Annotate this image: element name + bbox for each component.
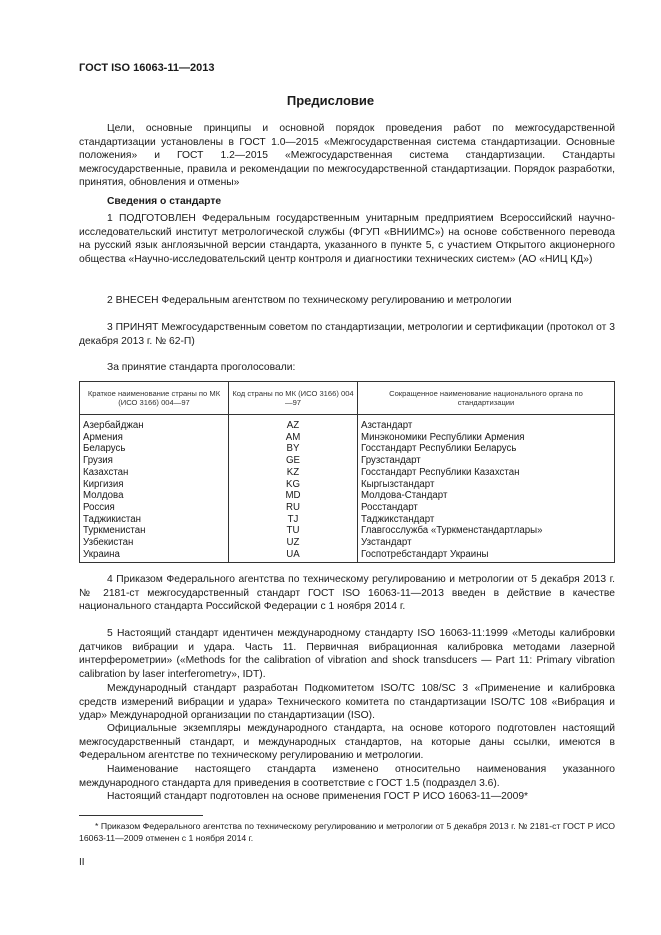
- code-cell: AM: [229, 432, 358, 444]
- item-4-enacted: 4 Приказом Федерального агентства по техническому регулированию и метрологии от 5 декабря 2013 г. № 2181-ст межгосударственный стандарт ГОСТ ISO 16063-11—2013 введен в действие в качестве национального стандарта Российской Федерации с 1 ноября 2014 г.: [79, 574, 615, 612]
- table-row: [80, 443, 615, 455]
- code-cell: TU: [229, 525, 358, 537]
- country-cell: Армения: [80, 432, 229, 444]
- body-cell: Кыргызстандарт: [358, 479, 615, 491]
- item-5-developer: Международный стандарт разработан Подкомитетом ISO/TC 108/SC 3 «Применение и калибровка средств измерений вибрации и удара» Технического комитета по стандартизации ISO/TC 108 «Вибрация и удар» Международной организации по стандартизации (ISO).: [79, 683, 615, 721]
- item-5-basis: Настоящий стандарт подготовлен на основе применения ГОСТ Р ИСО 16063-11—2009*: [107, 791, 529, 802]
- body-cell: Узстандарт: [358, 537, 615, 549]
- page-number: II: [79, 857, 85, 868]
- table-row: [80, 537, 615, 549]
- code-cell: MD: [229, 490, 358, 502]
- info-heading: Сведения о стандарте: [107, 196, 222, 207]
- code-cell: UZ: [229, 537, 358, 549]
- body-cell: Молдова-Стандарт: [358, 490, 615, 502]
- footnote: [79, 820, 615, 844]
- body-cell: Главгосслужба «Туркменстандартлары»: [358, 525, 615, 537]
- body-cell: Грузстандарт: [358, 455, 615, 467]
- country-cell: Казахстан: [80, 467, 229, 479]
- code-cell: KZ: [229, 467, 358, 479]
- country-cell: Молдова: [80, 490, 229, 502]
- code-cell: BY: [229, 443, 358, 455]
- table-row: [80, 467, 615, 479]
- voting-table: [79, 381, 615, 563]
- body-cell: Минэкономики Республики Армения: [358, 432, 615, 444]
- body-cell: Азстандарт: [358, 415, 615, 432]
- item-5-official-copies: Официальные экземпляры международного стандарта, на основе которого подготовлен настоящий межгосударственный стандарт, и международных стандартов, на которые даны ссылки, имеются в Федеральном агентстве по техническому регулированию и метрологии.: [79, 723, 615, 761]
- country-cell: Россия: [80, 502, 229, 514]
- item-5-identical: 5 Настоящий стандарт идентичен международному стандарту ISO 16063-11:1999 «Методы калибровки датчиков вибрации и удара. Часть 11. Первичная вибрационная калибровка методами лазерной интерферометрии» («Methods for the calibration of vibration and shock transducers — Part 11: Primary vibration calibration by laser interferometry», IDT).: [79, 628, 615, 680]
- table-row: [80, 415, 615, 432]
- vote-intro: За принятие стандарта проголосовали:: [107, 362, 296, 373]
- table-row: [80, 502, 615, 514]
- code-cell: AZ: [229, 415, 358, 432]
- page-title: Предисловие: [286, 93, 375, 108]
- table-row: [80, 514, 615, 526]
- body-cell: Таджикстандарт: [358, 514, 615, 526]
- country-cell: Узбекистан: [80, 537, 229, 549]
- table-row: [80, 479, 615, 491]
- country-cell: Туркменистан: [80, 525, 229, 537]
- body-cell: Госпотребстандарт Украины: [358, 549, 615, 563]
- body-cell: Госстандарт Республики Казахстан: [358, 467, 615, 479]
- code-cell: RU: [229, 502, 358, 514]
- table-row: [80, 549, 615, 563]
- country-cell: Беларусь: [80, 443, 229, 455]
- table-header-body: Сокращенное наименование национального органа по стандартизации: [358, 382, 615, 415]
- footnote-divider: [79, 815, 203, 816]
- table-header-country: Краткое наименование страны по МК (ИСО 3166) 004—97: [80, 382, 229, 415]
- code-cell: KG: [229, 479, 358, 491]
- country-cell: Таджикистан: [80, 514, 229, 526]
- table-row: [80, 432, 615, 444]
- body-cell: Госстандарт Республики Беларусь: [358, 443, 615, 455]
- table-row: [80, 525, 615, 537]
- code-cell: GE: [229, 455, 358, 467]
- table-row: [80, 490, 615, 502]
- body-cell: Росстандарт: [358, 502, 615, 514]
- country-cell: Грузия: [80, 455, 229, 467]
- item-3-adopted: 3 ПРИНЯТ Межгосударственным советом по стандартизации, метрологии и сертификации (протокол от 3 декабря 2013 г. № 62-П): [79, 322, 615, 347]
- country-cell: Азербайджан: [80, 415, 229, 432]
- document-code-header: ГОСТ ISO 16063-11—2013: [79, 62, 215, 74]
- country-cell: Киргизия: [80, 479, 229, 491]
- code-cell: UA: [229, 549, 358, 563]
- footnote-text: * Приказом Федерального агентства по техническому регулированию и метрологии от 5 декабря 2013 г. № 2181-ст ГОСТ Р ИСО 16063-11—2009 отменен с 1 ноября 2014 г.: [79, 821, 615, 843]
- table-header-code: Код страны по МК (ИСО 3166) 004—97: [229, 382, 358, 415]
- item-1-prepared: 1 ПОДГОТОВЛЕН Федеральным государственным унитарным предприятием Всероссийский научно-исследовательский институт метрологической службы (ФГУП «ВНИИМС») на основе собственного перевода на русский язык англоязычной версии стандарта, указанного в пункте 5, с участием Открытого акционерного общества «Научно-исследовательский центр контроля и диагностики технических систем» (АО «НИЦ КД»): [79, 213, 615, 265]
- item-2-submitted: 2 ВНЕСЕН Федеральным агентством по техническому регулированию и метрологии: [107, 295, 512, 306]
- intro-paragraph: Цели, основные принципы и основной порядок проведения работ по межгосударственной стандартизации установлены в ГОСТ 1.0—2015 «Межгосударственная система стандартизации. Основные положения» и ГОСТ 1.2—2015 «Межгосударственная система стандартизации. Стандарты межгосударственные, правила и рекомендации по межгосударственной стандартизации. Порядок разработки, принятия, обновления и отмены»: [79, 123, 615, 188]
- item-5-name-change: Наименование настоящего стандарта изменено относительно наименования указанного международного стандарта для приведения в соответствие с ГОСТ 1.5 (подраздел 3.6).: [79, 764, 615, 789]
- code-cell: TJ: [229, 514, 358, 526]
- table-row: [80, 455, 615, 467]
- country-cell: Украина: [80, 549, 229, 563]
